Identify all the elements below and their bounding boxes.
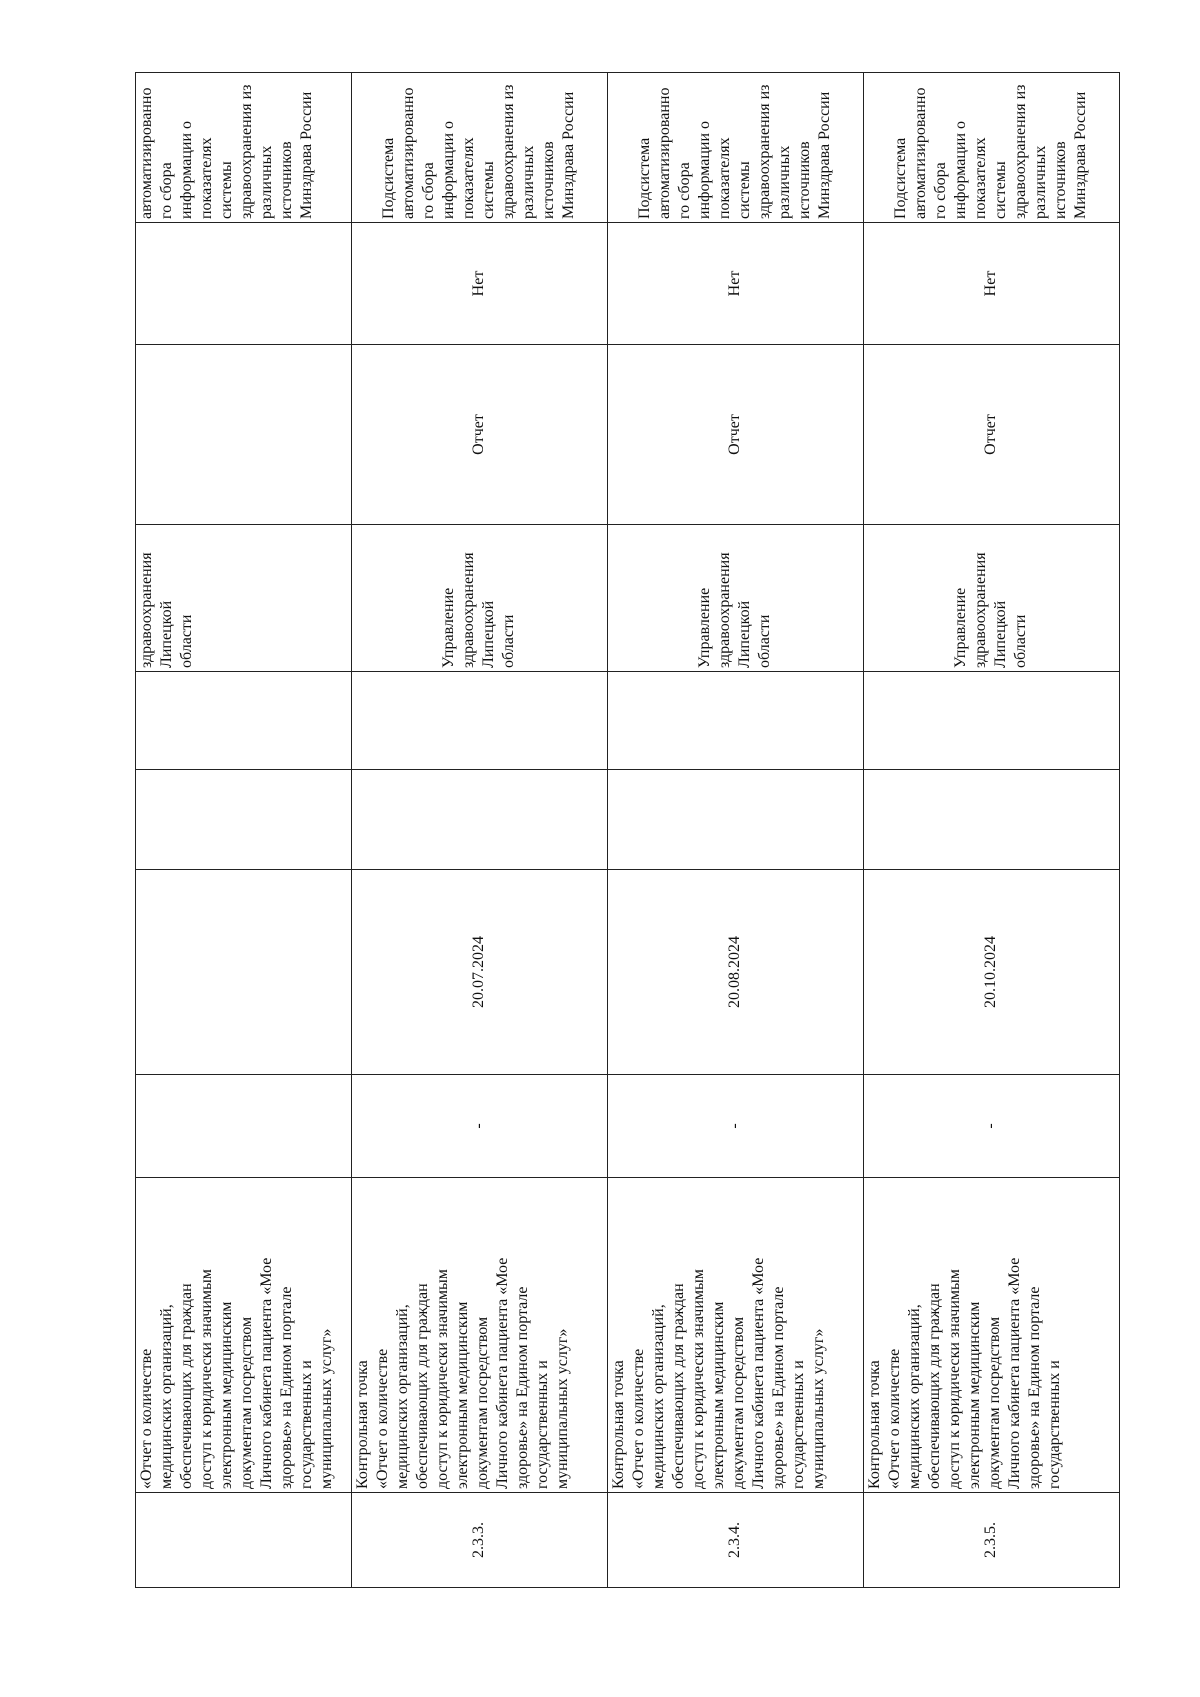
checkpoint-name-cell: Контрольная точка «Отчет о количестве медицинских организаций, обеспечивающих для граждан доступ к юридически значимым электронным медицинским документам посредством Личного кабинета пациента «Мое здоровье» на Едином портале государственных и муниципальных услуг»: [351, 1178, 607, 1493]
document-type-cell: Отчет: [607, 345, 863, 525]
start-date-cell: -: [863, 1075, 1119, 1178]
row-number-cell: [136, 1493, 352, 1588]
responsible-cell: Управление здравоохранения Липецкой области: [351, 525, 607, 672]
empty-cell: [863, 672, 1119, 770]
empty-cell: [351, 770, 607, 870]
flag-cell: Нет: [607, 223, 863, 345]
table-row: [607, 73, 863, 1588]
row-number-cell: 2.3.5.: [863, 1493, 1119, 1588]
document-type-cell: Отчет: [863, 345, 1119, 525]
information-system-cell: Подсистема автоматизированно го сбора информации о показателях системы здравоохранения из различных источников Минздрава России: [607, 73, 863, 223]
row-number-cell: 2.3.4.: [607, 1493, 863, 1588]
checkpoint-name-cell: «Отчет о количестве медицинских организаций, обеспечивающих для граждан доступ к юридически значимым электронным медицинским документам посредством Личного кабинета пациента «Мое здоровье» на Едином портале государственных и муниципальных услуг»: [136, 1178, 352, 1493]
empty-cell: [863, 770, 1119, 870]
empty-cell: [607, 672, 863, 770]
responsible-cell: Управление здравоохранения Липецкой области: [607, 525, 863, 672]
checkpoint-name-cell: Контрольная точка «Отчет о количестве медицинских организаций, обеспечивающих для граждан доступ к юридически значимым электронным медицинским документам посредством Личного кабинета пациента «Мое здоровье» на Едином портале государственных и муниципальных услуг»: [607, 1178, 863, 1493]
information-system-cell: автоматизированно го сбора информации о показателях системы здравоохранения из различных источников Минздрава России: [136, 73, 352, 223]
information-system-cell: Подсистема автоматизированно го сбора информации о показателях системы здравоохранения из различных источников Минздрава России: [863, 73, 1119, 223]
empty-cell: [136, 672, 352, 770]
start-date-cell: [136, 1075, 352, 1178]
empty-cell: [351, 672, 607, 770]
empty-cell: [136, 770, 352, 870]
checkpoint-name-cell: Контрольная точка «Отчет о количестве медицинских организаций, обеспечивающих для граждан доступ к юридически значимым электронным медицинским документам посредством Личного кабинета пациента «Мое здоровье» на Едином портале государственных и: [863, 1178, 1119, 1493]
end-date-cell: 20.07.2024: [351, 870, 607, 1075]
start-date-cell: -: [607, 1075, 863, 1178]
flag-cell: Нет: [351, 223, 607, 345]
row-number-cell: 2.3.3.: [351, 1493, 607, 1588]
table-row: [863, 73, 1119, 1588]
flag-cell: Нет: [863, 223, 1119, 345]
start-date-cell: -: [351, 1075, 607, 1178]
end-date-cell: [136, 870, 352, 1075]
table-row: [136, 73, 352, 1588]
document-type-cell: Отчет: [351, 345, 607, 525]
document-type-cell: [136, 345, 352, 525]
flag-cell: [136, 223, 352, 345]
information-system-cell: Подсистема автоматизированно го сбора информации о показателях системы здравоохранения из различных источников Минздрава России: [351, 73, 607, 223]
rotated-schedule-table: [135, 72, 1120, 1588]
responsible-cell: Управление здравоохранения Липецкой области: [863, 525, 1119, 672]
end-date-cell: 20.10.2024: [863, 870, 1119, 1075]
empty-cell: [607, 770, 863, 870]
table-row: [351, 73, 607, 1588]
responsible-cell: здравоохранения Липецкой области: [136, 525, 352, 672]
end-date-cell: 20.08.2024: [607, 870, 863, 1075]
